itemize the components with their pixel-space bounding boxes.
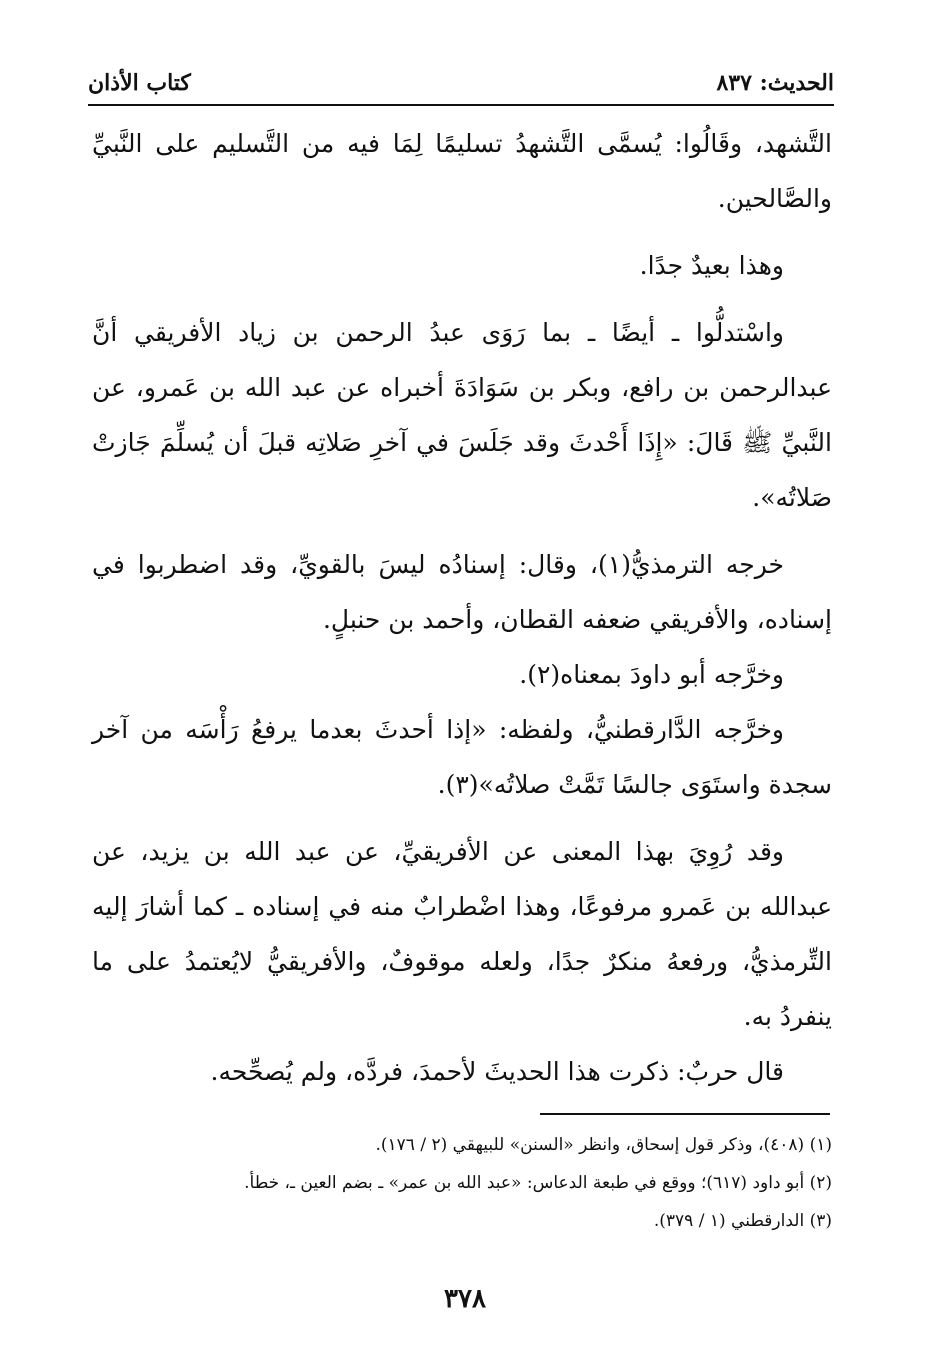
paragraph: وخرَّجه الدَّارقطنيُّ، ولفظه: «إذا أحدثَ بعدما يرفعُ رَأْسَه من آخر سجدة واستَوَى جالسًا تَمَّتْ صلاتُه»(٣). [92,715,832,799]
hadith-number-label: الحديث: ٨٣٧ [716,70,834,96]
book-title: كتاب الأذان [88,70,191,96]
paragraph: وخرَّجه أبو داودَ بمعناه(٢). [519,660,784,689]
paragraph: التَّشهد، وقَالُوا: يُسمَّى التَّشهدُ تسليمًا لِمَا فيه من التَّسليم على النَّبيِّ والصَّالحين. [92,129,832,213]
footnotes [92,1126,832,1240]
paragraph: وهذا بعيدٌ جدًا. [639,251,784,280]
header-divider [88,104,834,106]
footnote: (٢) أبو داود (٦١٧)؛ ووقع في طبعة الدعاس: «عبد الله بن عمر» ـ بضم العين ـ، خطأ. [244,1173,832,1193]
footnote-divider [540,1113,830,1115]
main-text [92,116,832,1099]
paragraph: وقد رُوِيَ بهذا المعنى عن الأفريقيِّ، عن عبد الله بن يزيد، عن عبدالله بن عَمرو مرفوعًا، وهذا اضْطرابٌ منه في إسناده ـ كما أشارَ إليه التِّرمذيُّ، ورفعهُ منكرٌ جدًا، ولعله موقوفٌ، والأفريقيُّ لايُعتمدُ على ما ينفردُ به. [92,837,832,1031]
page-number: ٣٧٨ [444,1284,486,1314]
paragraph: واسْتدلُّوا ـ أيضًا ـ بما رَوَى عبدُ الرحمن بن زياد الأفريقي أنَّ عبدالرحمن بن رافع، وبكر بن سَوَادَةَ أخبراه عن عبد الله بن عَمرو، عن النَّبيِّ ﷺ قَالَ: «إِذَا أَحْدثَ وقد جَلَسَ في آخرِ صَلاتِه قبلَ أن يُسلِّمَ جَازتْ صَلاتُه». [92,318,832,512]
paragraph: خرجه الترمذيُّ(١)، وقال: إسنادُه ليسَ بالقويِّ، وقد اضطربوا في إسناده، والأفريقي ضعفه القطان، وأحمد بن حنبلٍ. [92,550,832,634]
running-header [88,68,834,108]
paragraph: قال حربٌ: ذكرت هذا الحديثَ لأحمدَ، فردَّه، ولم يُصحِّحه. [210,1057,784,1086]
footnote: (٣) الدارقطني (١ / ٣٧٩). [653,1211,832,1231]
footnote: (١) (٤٠٨)، وذكر قول إسحاق، وانظر «السنن» للبيهقي (٢ / ١٧٦). [375,1135,832,1155]
